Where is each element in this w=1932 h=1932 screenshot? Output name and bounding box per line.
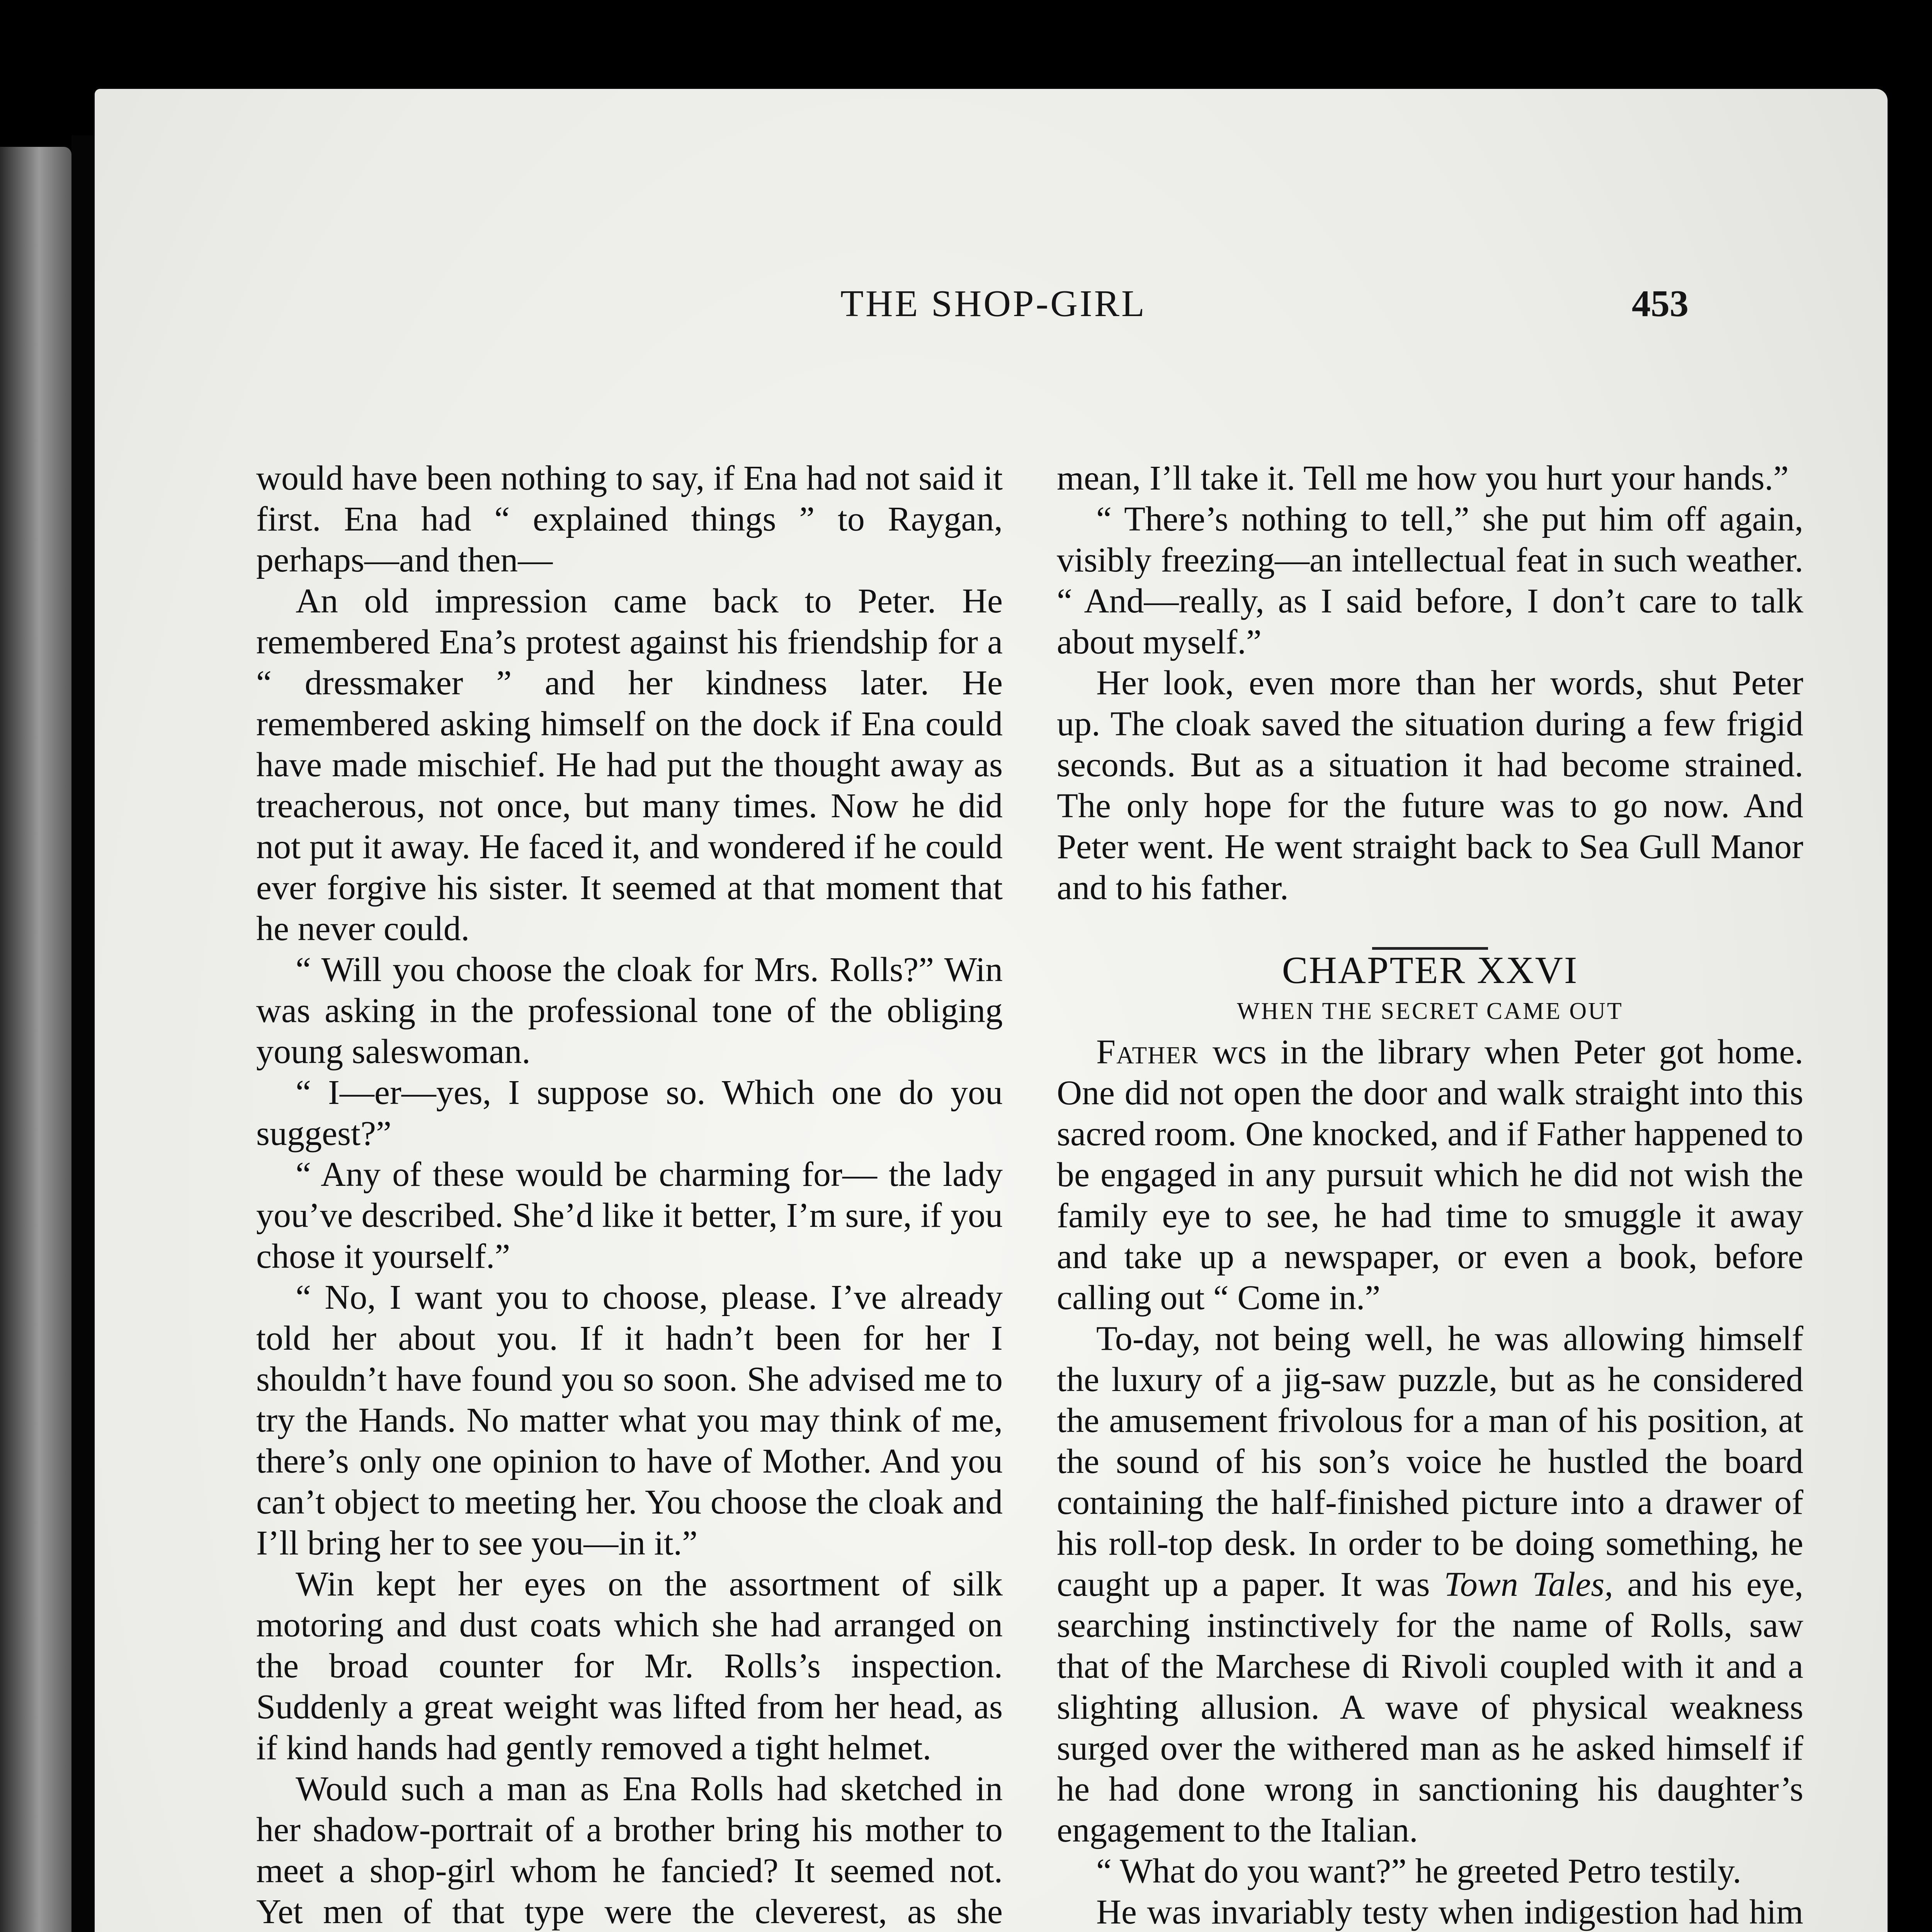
paragraph-text: To-day, not being well, he was allowing himself the luxury of a jig-saw puzzle, but as he considered the amusement frivolous for a man of his position, at the sound of his son’s voice he hustled the board containing the half-finished picture into a drawer of his roll-top desk. In order to be doing something, he caught up a paper. It was bbox=[1057, 1320, 1803, 1604]
paragraph: “ I—er—yes, I suppose so. Which one do you suggest?” bbox=[256, 1073, 1003, 1153]
paragraph: would have been nothing to say, if Ena had not said it first. Ena had “ explained things ” to Raygan, perhaps—and then— bbox=[256, 459, 1003, 579]
newspaper-title: Town Tales, bbox=[1444, 1565, 1613, 1604]
paragraph-text: wcs in the library when Peter got home. One did not open the door and walk straight into this sacred room. One knocked, and if Father happened to be engaged in any pursuit which he did not wish the family eye to see, he had time to smuggle it away and take up a newspaper, or even a book, before calling out “ Come in.” bbox=[1057, 1033, 1803, 1317]
paragraph: “ Will you choose the cloak for Mrs. Rolls?” Win was asking in the professional tone of the obliging young saleswoman. bbox=[256, 951, 1003, 1071]
page-header bbox=[95, 282, 1888, 359]
page-number: 453 bbox=[1632, 283, 1689, 325]
running-title: THE SHOP-GIRL bbox=[840, 283, 1146, 325]
paragraph: Her look, even more than her words, shut Peter up. The cloak saved the situation during a few frigid seconds. But as a situation it had become strained. The only hope for the future was to go now. And Peter went. He went straight back to Sea Gull Manor and to his father. bbox=[1057, 664, 1803, 907]
left-text-column bbox=[256, 458, 1003, 1932]
facing-page-edge bbox=[0, 147, 71, 1932]
paragraph: He was invariably testy when indigestion had him bbox=[1096, 1893, 1803, 1931]
paragraph-text: and his eye, searching instinctively for the name of Rolls, saw that of the Marchese di Rivoli coupled with it and a slighting allusion. A wave of physical weakness surged over the withered man as he asked himself if he had done wrong in sanctioning his daughter’s engagement to the Italian. bbox=[1057, 1565, 1803, 1849]
paragraph: “ There’s nothing to tell,” she put him off again, visibly freezing—an intellectual feat in such weather. “ And—really, as I said before, I don’t care to talk about myself.” bbox=[1057, 500, 1803, 661]
paragraph: “ No, I want you to choose, please. I’ve already told her about you. If it hadn’t been for her I shouldn’t have found you so soon. She advised me to try the Hands. No matter what you may think of me, there’s only one opinion to have of Mother. And you can’t object to meeting her. You choose the cloak and I’ll bring her to see you—in it.” bbox=[256, 1278, 1003, 1562]
book-page bbox=[95, 89, 1888, 1932]
right-text-column bbox=[1057, 458, 1803, 1932]
paragraph: mean, I’ll take it. Tell me how you hurt your hands.” bbox=[1057, 459, 1789, 497]
paragraph bbox=[1057, 1318, 1803, 1851]
paragraph: An old impression came back to Peter. He remembered Ena’s protest against his friendship for a “ dressmaker ” and her kindness later. He remembered asking himself on the dock if Ena could have made mischief. He had put the thought away as treacherous, not once, but many times. Now he did not put it away. He faced it, and wondered if he could ever forgive his sister. It seemed at that moment that he never could. bbox=[256, 582, 1003, 948]
book-gutter bbox=[71, 135, 95, 1932]
paragraph: Win kept her eyes on the assortment of silk motoring and dust coats which she had arranged on the broad counter for Mr. Rolls’s inspection. Suddenly a great weight was lifted from her head, as if kind hands had gently removed a tight helmet. bbox=[256, 1565, 1003, 1767]
lead-word: Father bbox=[1096, 1033, 1199, 1071]
chapter-heading: CHAPTER XXVI bbox=[1282, 949, 1578, 992]
chapter-opening-paragraph bbox=[1057, 1032, 1803, 1318]
chapter-subtitle: WHEN THE SECRET CAME OUT bbox=[1237, 998, 1623, 1024]
paragraph: Would such a man as Ena Rolls had sketched in her shadow-portrait of a brother bring his mother to meet a shop-girl whom he fancied? It seemed not. Yet men of that type were the cleverest, as she bbox=[256, 1770, 1003, 1931]
paragraph: “ Any of these would be charming for— the lady you’ve described. She’d like it better, I’m sure, if you chose it yourself.” bbox=[256, 1155, 1003, 1276]
paragraph: “ What do you want?” he greeted Petro testily. bbox=[1096, 1852, 1742, 1890]
